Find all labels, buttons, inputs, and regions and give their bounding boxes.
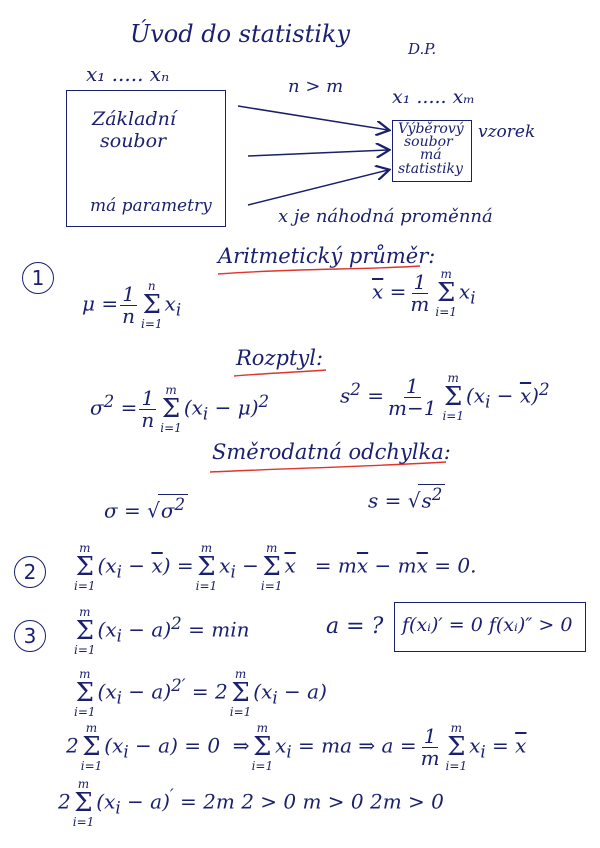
population-params: má parametry <box>90 196 212 216</box>
population-stddev-formula: $\sigma = √\sigma^2$ <box>104 494 188 523</box>
deviation-sum-formula: m Σ i=1 $(x_i - \overline{x})$ = m Σ i=1 $x_i$ − m Σ i=1 $\overline{x} = m\overline{x} - m\overline{x} = 0$. <box>74 541 477 593</box>
population-variables: x₁ ..... xₙ <box>86 62 170 86</box>
least-squares-objective: m Σ i=1 $(x_i - a)^2 = \min$ <box>74 605 250 657</box>
sample-mean-formula: $\overline{x}$ = $\frac{1}{m}$ m Σ i=1 $x_i$ <box>372 267 476 319</box>
sample-side-label: vzorek <box>478 122 536 142</box>
solve-for-a-formula: 2 m Σ i=1 $(x_i - a) = 0$ ⇒ m Σ i=1 $x_i$ = ma ⇒ a = $\frac{1}{m}$ m Σ i=1 $x_i = \overline{x}$ <box>66 721 527 773</box>
relation-n-greater-m: n > m <box>288 76 344 97</box>
arrow-lower <box>248 170 388 205</box>
sample-label-3: má <box>420 147 442 163</box>
section-2-marker: 2 <box>14 556 46 588</box>
arrow-upper <box>238 106 388 130</box>
second-derivative-formula: 2 m Σ i=1 $(x_i - a)' = 2m$ 2 > 0 m > 0 2m > 0 <box>58 777 444 829</box>
population-mean-formula: μ = $\frac{1}{n}$ n Σ i=1 $x_i$ <box>82 279 182 331</box>
second-derivative-tail: = 2m 2 > 0 m > 0 2m > 0 <box>180 789 444 814</box>
section-1-marker: 1 <box>22 262 54 294</box>
extremum-condition: f(xᵢ)′ = 0 f(xᵢ)″ > 0 <box>402 614 573 636</box>
population-variance-formula: $\sigma^2$ = $\frac{1}{n}$ m Σ i=1 $(x_i - \mu)^2$ <box>90 383 270 435</box>
page-title: Úvod do statistiky <box>130 20 350 48</box>
unknown-a-question: a = ? <box>326 614 384 639</box>
variance-heading: Rozptyl: <box>236 346 324 370</box>
sample-variance-formula: $s^2$ = $\frac{1}{m-1}$ m Σ i=1 $(x_i - \overline{x})^2$ <box>340 371 550 423</box>
sample-stddev-formula: $s = √s^2$ <box>368 484 445 513</box>
sample-label-2: soubor <box>404 134 453 150</box>
population-label-2: soubor <box>100 130 167 152</box>
population-label-1: Základní <box>92 108 176 130</box>
section-3-marker: 3 <box>14 620 46 652</box>
mean-heading: Aritmetický průměr: <box>218 244 436 268</box>
author-initials: D.P. <box>408 40 437 58</box>
arrow-middle <box>248 150 388 156</box>
sample-label-1: Výběrový <box>398 121 464 137</box>
sample-label-4: statistiky <box>398 161 463 177</box>
sample-variables: x₁ ..... xₘ <box>392 86 475 108</box>
random-variable-note: x je náhodná proměnná <box>278 206 493 227</box>
underline-variance <box>234 370 326 376</box>
first-derivative-formula: m Σ i=1 $(x_i - a)^{2'} = 2$ m Σ i=1 $(x_i - a)$ <box>74 667 327 719</box>
stddev-heading: Směrodatná odchylka: <box>212 440 451 464</box>
min-word: min <box>211 617 250 642</box>
